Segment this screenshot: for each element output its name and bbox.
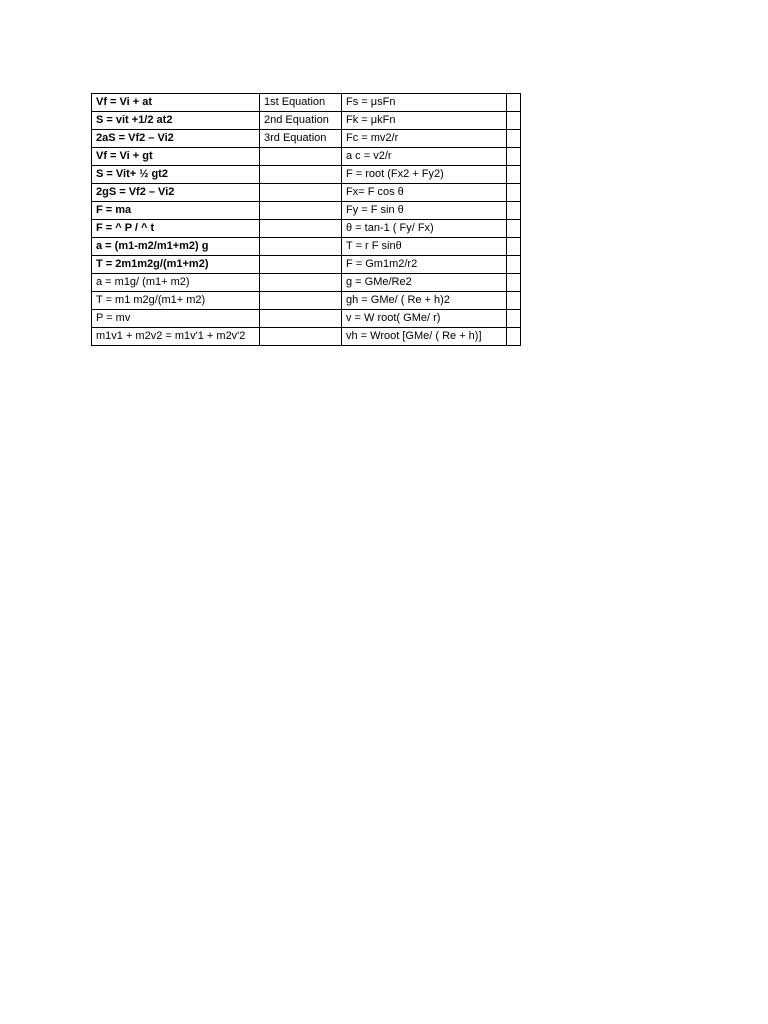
equation-label-cell bbox=[260, 256, 342, 274]
empty-cell bbox=[507, 202, 521, 220]
kinematics-formula-cell: F = ^ P / ^ t bbox=[92, 220, 260, 238]
empty-cell bbox=[507, 292, 521, 310]
kinematics-formula-cell: m1v1 + m2v2 = m1v'1 + m2v'2 bbox=[92, 328, 260, 346]
force-formula-cell: θ = tan-1 ( Fy/ Fx) bbox=[342, 220, 507, 238]
equation-label-cell: 3rd Equation bbox=[260, 130, 342, 148]
table-row bbox=[92, 292, 521, 310]
kinematics-formula-cell: S = vit +1/2 at2 bbox=[92, 112, 260, 130]
kinematics-formula-cell: T = m1 m2g/(m1+ m2) bbox=[92, 292, 260, 310]
empty-cell bbox=[507, 310, 521, 328]
empty-cell bbox=[507, 220, 521, 238]
force-formula-cell: g = GMe/Re2 bbox=[342, 274, 507, 292]
empty-cell bbox=[507, 130, 521, 148]
equation-label-cell: 1st Equation bbox=[260, 94, 342, 112]
force-formula-cell: v = W root( GMe/ r) bbox=[342, 310, 507, 328]
table-row bbox=[92, 238, 521, 256]
kinematics-formula-cell: a = (m1-m2/m1+m2) g bbox=[92, 238, 260, 256]
empty-cell bbox=[507, 148, 521, 166]
equation-label-cell bbox=[260, 220, 342, 238]
force-formula-cell: vh = Wroot [GMe/ ( Re + h)] bbox=[342, 328, 507, 346]
empty-cell bbox=[507, 166, 521, 184]
kinematics-formula-cell: F = ma bbox=[92, 202, 260, 220]
kinematics-formula-cell: S = Vit+ ½ gt2 bbox=[92, 166, 260, 184]
kinematics-formula-cell: 2gS = Vf2 – Vi2 bbox=[92, 184, 260, 202]
equation-label-cell bbox=[260, 238, 342, 256]
equation-label-cell bbox=[260, 310, 342, 328]
empty-cell bbox=[507, 274, 521, 292]
table-row bbox=[92, 274, 521, 292]
force-formula-cell: Fk = μkFn bbox=[342, 112, 507, 130]
equation-label-cell bbox=[260, 274, 342, 292]
force-formula-cell: a c = v2/r bbox=[342, 148, 507, 166]
kinematics-formula-cell: Vf = Vi + gt bbox=[92, 148, 260, 166]
force-formula-cell: T = r F sinθ bbox=[342, 238, 507, 256]
kinematics-formula-cell: P = mv bbox=[92, 310, 260, 328]
kinematics-formula-cell: 2aS = Vf2 – Vi2 bbox=[92, 130, 260, 148]
empty-cell bbox=[507, 112, 521, 130]
force-formula-cell: Fx= F cos θ bbox=[342, 184, 507, 202]
empty-cell bbox=[507, 328, 521, 346]
table-row bbox=[92, 328, 521, 346]
table-row bbox=[92, 94, 521, 112]
equation-label-cell bbox=[260, 166, 342, 184]
equation-label-cell bbox=[260, 328, 342, 346]
force-formula-cell: gh = GMe/ ( Re + h)2 bbox=[342, 292, 507, 310]
equation-label-cell bbox=[260, 202, 342, 220]
empty-cell bbox=[507, 238, 521, 256]
force-formula-cell: Fs = μsFn bbox=[342, 94, 507, 112]
equation-label-cell bbox=[260, 148, 342, 166]
table-row bbox=[92, 202, 521, 220]
table-row bbox=[92, 166, 521, 184]
equation-label-cell bbox=[260, 184, 342, 202]
table-row bbox=[92, 220, 521, 238]
equation-label-cell bbox=[260, 292, 342, 310]
table-row bbox=[92, 130, 521, 148]
force-formula-cell: Fy = F sin θ bbox=[342, 202, 507, 220]
kinematics-formula-cell: T = 2m1m2g/(m1+m2) bbox=[92, 256, 260, 274]
force-formula-cell: Fc = mv2/r bbox=[342, 130, 507, 148]
equation-label-cell: 2nd Equation bbox=[260, 112, 342, 130]
force-formula-cell: F = Gm1m2/r2 bbox=[342, 256, 507, 274]
kinematics-formula-cell: a = m1g/ (m1+ m2) bbox=[92, 274, 260, 292]
empty-cell bbox=[507, 94, 521, 112]
table-row bbox=[92, 148, 521, 166]
table-row bbox=[92, 184, 521, 202]
table-row bbox=[92, 310, 521, 328]
kinematics-formula-cell: Vf = Vi + at bbox=[92, 94, 260, 112]
force-formula-cell: F = root (Fx2 + Fy2) bbox=[342, 166, 507, 184]
empty-cell bbox=[507, 184, 521, 202]
formula-table bbox=[91, 93, 521, 346]
formula-table-body bbox=[92, 94, 521, 346]
table-row bbox=[92, 112, 521, 130]
empty-cell bbox=[507, 256, 521, 274]
table-row bbox=[92, 256, 521, 274]
